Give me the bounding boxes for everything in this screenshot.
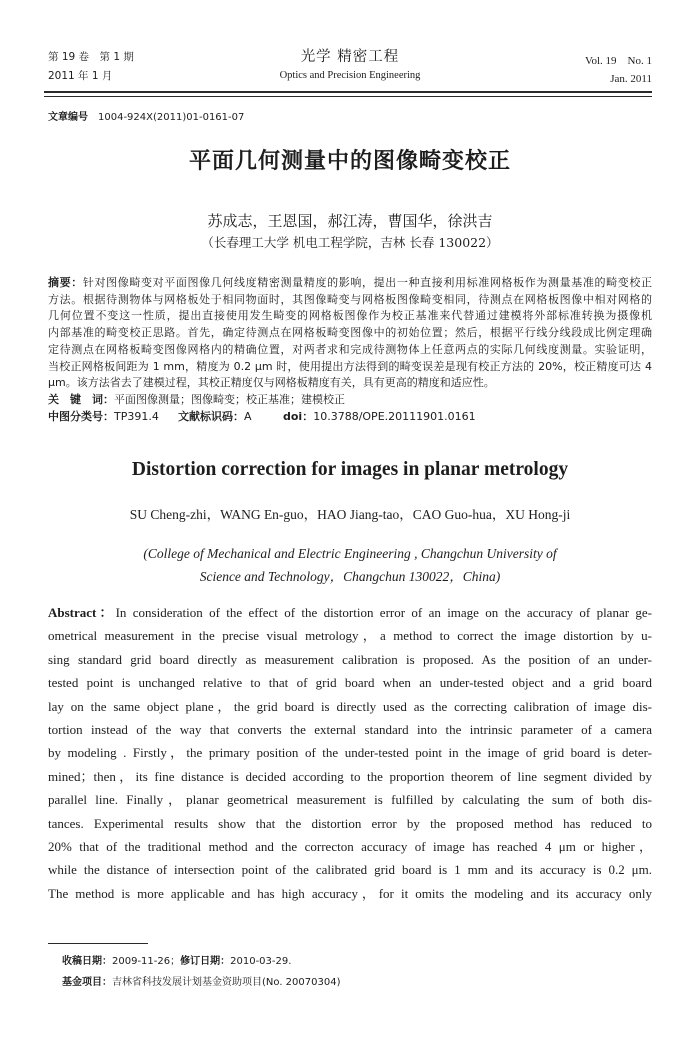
journal-volume-info [585, 52, 652, 88]
abstract-en-line: The method is more applicable and has high accuracy，for it omits the modeling and its accuracy only [48, 885, 652, 901]
revised-label: 修订日期： [180, 956, 231, 967]
journal-name-cn: 光学 精密工程 [300, 49, 400, 65]
article-number-value: 1004-924X(2011)01-0161-07 [98, 112, 245, 123]
keywords-cn-text: 平面图像测量；图像畸变；校正基准；建模校正 [114, 392, 345, 406]
abstract-cn-line: 当校正网格板间距为 1 mm，精度为 0.2 μm 时，使用提出方法得到的畸变误差是现有校正方法的 20%，校正精度可达 4 [48, 359, 652, 373]
abstract-cn-label: 摘要： [48, 276, 83, 289]
clc-label: 中图分类号： [48, 409, 114, 423]
abstract-en-line [48, 601, 652, 624]
doi-value: 10.3788/OPE.20111901.0161 [313, 409, 476, 423]
clc-code [48, 409, 178, 426]
abstract-cn-line: 方法。根据待测物体与网格板处于相同物面时，其图像畸变与网格板图像畸变相同，待测点在网格板图像中相对网格的 [48, 292, 652, 306]
affiliation-en-line: (College of Mechanical and Electric Engineering , Changchun University of [143, 546, 557, 561]
classification-row [48, 409, 652, 426]
keywords-cn [48, 392, 652, 409]
abstract-en-line: tested point is unchanged relative to that of grid board when an under-tested object and a grid board [48, 675, 652, 691]
abstract-cn-line: μm。该方法省去了建模过程，其校正精度仅与网格板精度有关，具有更高的精度和适应性。 [48, 376, 495, 390]
paper-title-cn: 平面几何测量中的图像畸变校正 [188, 149, 511, 174]
abstract-en-line: tortion instead of the way that converts the external standard into the intrinsic parameter of a camera [48, 722, 652, 738]
abstract-cn-line: 几何位置不变这一性质，提出直接使用发生畸变的网格板图像作为校正基准来代替通过建模将外部标准转换为摄像机 [48, 309, 652, 323]
keywords-cn-label: 关 键 词： [48, 392, 114, 406]
article-number [48, 111, 244, 125]
abstract-cn-text: 针对图像畸变对平面图像几何线度精密测量精度的影响，提出一种直接利用标准网格板作为测量基准的畸变校正 [82, 276, 653, 289]
doi [283, 409, 476, 426]
abstract-en [48, 601, 652, 905]
abstract-en-line: parallel line. Finally，planar geometrical measurement is fulfilled by calculating the sum of both dis- [48, 792, 652, 808]
volume-issue-cn: 第 19 卷 第 1 期 [48, 51, 134, 63]
abstract-en-label: Abstract： [48, 605, 116, 620]
volume-number-en: Vol. 19 No. 1 [584, 55, 652, 67]
abstract-cn-line [48, 275, 652, 292]
header-rule-thick [44, 91, 652, 93]
abstract-en-text: In consideration of the effect of the distortion error of an image on the accuracy of planar ge- [115, 605, 652, 620]
document-code-value: A [244, 409, 252, 423]
affiliation-en [0, 542, 700, 588]
received-label: 收稿日期： [62, 956, 112, 967]
revised-date: 2010-03-29. [230, 956, 292, 967]
footnote-funding [62, 972, 340, 993]
paper-title-en: Distortion correction for images in planar metrology [131, 459, 569, 480]
document-code [178, 409, 283, 426]
abstract-en-line: sing standard grid board directly as measurement calibration is proposed. As the position of an under- [48, 651, 652, 667]
abstract-en-line: while the distance of intersection point of the calibrated grid board is 1 mm and its accuracy is 0.2 μm. [48, 862, 652, 878]
funding-label: 基金项目： [62, 977, 112, 988]
footnote-rule [48, 943, 148, 944]
abstract-en-line: ometrical measurement in the precise visual metrology，a method to correct the image distortion by u- [48, 628, 652, 644]
document-code-label: 文献标识码： [178, 409, 244, 423]
authors-cn: 苏成志，王恩国，郝江涛，曹国华，徐洪吉 [207, 212, 493, 230]
footnote [62, 951, 340, 993]
abstract-en-line: mined；then，its fine distance is decided according to the proportion theorem of line segment divided by [48, 768, 652, 784]
abstract-cn [48, 275, 652, 425]
issue-date-cn: 2011 年 1 月 [48, 70, 113, 82]
abstract-cn-line: 定待测点在网格板畸变图像网格内的精确位置，对两者求和完成待测物体上任意两点的实际几何线度测量。实验证明， [48, 342, 652, 356]
doi-label: doi： [283, 409, 314, 423]
header-rule-thin [44, 96, 652, 97]
journal-name-en: Optics and Precision Engineering [279, 70, 421, 81]
abstract-en-line: 20% that of the traditional method and the correcton accuracy of image has reached 4 μm or higher， [48, 839, 652, 855]
abstract-cn-line: 内部基准的畸变校正思路。首先，确定待测点在网格板畸变图像中的初始位置；然后，根据平行线分线段成比例定理确 [48, 326, 652, 340]
affiliation-en-line: Science and Technology，Changchun 130022，China) [199, 569, 501, 584]
footnote-dates [62, 951, 340, 972]
affiliation-cn: （长春理工大学 机电工程学院，吉林 长春 130022） [201, 235, 499, 250]
clc-value: TP391.4 [114, 409, 159, 423]
abstract-en-line: tances. Experimental results show that the distortion error by the proposed method has reduced to [48, 815, 652, 831]
abstract-en-line: lay on the same object plane，the grid board is directly used as the correcting calibration of image dis- [48, 698, 652, 714]
abstract-en-line: by modeling . Firstly，the primary position of the under-tested point in the image of grid board is deter- [48, 745, 652, 761]
issue-date-en: Jan. 2011 [610, 73, 652, 85]
article-number-label: 文章编号 [48, 112, 88, 123]
received-date: 2009-11-26； [112, 956, 181, 967]
funding-text: 吉林省科技发展计划基金资助项目(No. 20070304) [112, 977, 341, 988]
authors-en: SU Cheng-zhi，WANG En-guo，HAO Jiang-tao，CAO Guo-hua，XU Hong-ji [129, 507, 571, 522]
